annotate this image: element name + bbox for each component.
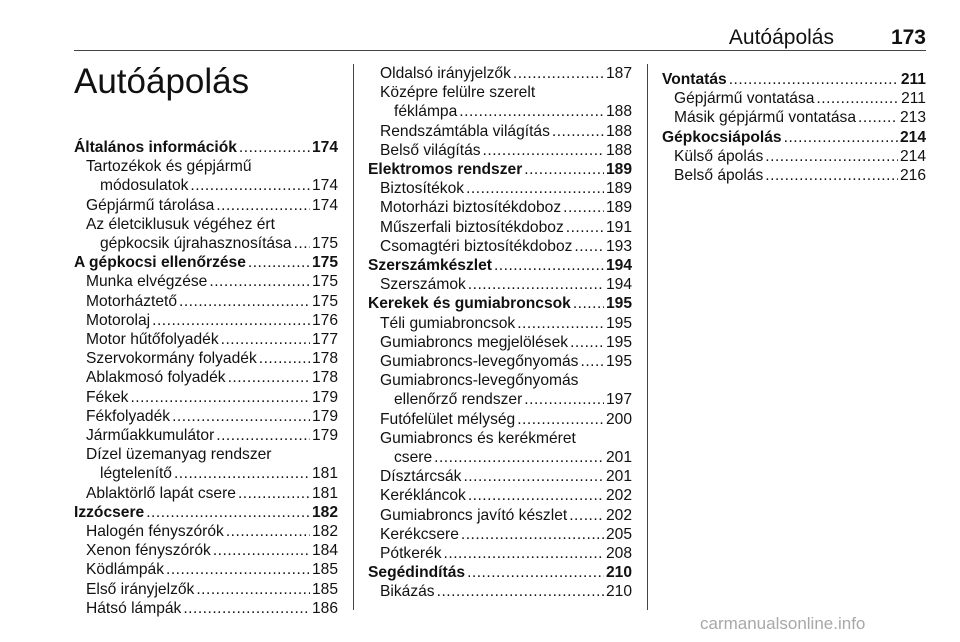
toc-entry-title: Gumiabroncs javító készlet (380, 506, 568, 524)
dot-leader (259, 349, 310, 368)
dot-leader (459, 102, 604, 121)
toc-entry-title: Motorházi biztosítékdoboz (380, 199, 562, 217)
toc-entry (368, 525, 632, 544)
dot-leader (444, 544, 604, 563)
toc-entry-page: 188 (605, 141, 632, 159)
toc-section-entry (74, 253, 338, 272)
column-divider (353, 64, 354, 610)
dot-leader (213, 541, 310, 560)
toc-entry-title: Csomagtéri biztosítékdoboz (380, 237, 573, 255)
toc-entry-title: Másik gépjármű vontatása (674, 109, 857, 127)
toc-entry-page: 186 (311, 599, 338, 617)
toc-entry-title: Biztosítékok (380, 180, 465, 198)
toc-entry-page: 201 (605, 468, 632, 486)
toc-entry (74, 464, 338, 483)
toc-section-entry (662, 70, 926, 89)
dot-leader (216, 196, 310, 215)
toc-entry-page: 197 (605, 391, 632, 409)
toc-entry-title: Az életciklusuk végéhez ért (86, 215, 275, 233)
toc-entry (662, 108, 926, 127)
toc-column-1 (74, 138, 338, 618)
toc-entry-title: Gumiabroncs és kerékméret (380, 429, 576, 447)
toc-entry-page: 176 (311, 311, 338, 329)
dot-leader (563, 198, 604, 217)
toc-entry-title: Tartozékok és gépjármű (86, 158, 252, 176)
toc-entry (368, 102, 632, 121)
toc-entry (74, 560, 338, 579)
toc-entry-page: 195 (605, 295, 632, 313)
toc-entry (368, 582, 632, 601)
toc-entry-title: Fékek (86, 388, 129, 406)
toc-entry-page: 194 (605, 276, 632, 294)
dot-leader (858, 108, 898, 127)
page-title: Autóápolás (74, 62, 250, 101)
toc-entry (368, 64, 632, 83)
dot-leader (221, 330, 310, 349)
toc-entry-title: Motorolaj (86, 311, 151, 329)
dot-leader (517, 314, 604, 333)
toc-entry (662, 166, 926, 185)
dot-leader (816, 89, 899, 108)
toc-entry (368, 467, 632, 486)
toc-entry-title: Szervokormány folyadék (86, 350, 257, 368)
toc-entry-page: 175 (311, 292, 338, 310)
toc-entry-title: légtelenítő (100, 465, 172, 483)
dot-leader (248, 253, 310, 272)
toc-entry-page: 175 (311, 273, 338, 291)
toc-entry (74, 311, 338, 330)
toc-entry-title: Ablaktörlő lapát csere (86, 484, 236, 502)
toc-entry (74, 445, 338, 464)
column-divider (647, 64, 648, 610)
toc-entry-page: 181 (311, 465, 338, 483)
toc-entry-page: 210 (605, 583, 632, 601)
dot-leader (172, 407, 310, 426)
toc-entry-page: 200 (605, 410, 632, 428)
toc-entry-page: 191 (605, 218, 632, 236)
toc-entry (368, 83, 632, 102)
toc-entry (368, 390, 632, 409)
dot-leader (580, 352, 603, 371)
dot-leader (517, 410, 604, 429)
toc-entry-page: 179 (311, 388, 338, 406)
toc-entry-title: Szerszámkészlet (368, 257, 492, 275)
toc-entry (368, 122, 632, 141)
toc-entry-title: Szerszámok (380, 276, 466, 294)
dot-leader (483, 141, 604, 160)
toc-entry-page: 208 (605, 545, 632, 563)
toc-entry-page: 194 (605, 257, 632, 275)
toc-entry (368, 333, 632, 352)
toc-entry (368, 410, 632, 429)
toc-entry-page: 175 (311, 254, 338, 272)
toc-entry (74, 272, 338, 291)
toc-entry-title: Elektromos rendszer (368, 161, 523, 179)
toc-entry-page: 174 (311, 139, 338, 156)
toc-entry (74, 330, 338, 349)
toc-entry-page: 205 (605, 525, 632, 543)
toc-entry-title: Motor hűtőfolyadék (86, 331, 219, 349)
toc-section-entry (368, 563, 632, 582)
toc-entry-title: módosulatok (100, 177, 189, 195)
dot-leader (166, 560, 310, 579)
toc-entry (74, 215, 338, 234)
toc-entry-title: Fékfolyadék (86, 407, 171, 425)
dot-leader (216, 426, 310, 445)
toc-entry (74, 157, 338, 176)
dot-leader (196, 580, 310, 599)
toc-entry-title: Bikázás (380, 583, 435, 601)
toc-entry (368, 352, 632, 371)
dot-leader (239, 138, 310, 157)
toc-entry-page: 182 (311, 523, 338, 541)
toc-entry-title: Munka elvégzése (86, 273, 208, 291)
dot-leader (461, 525, 604, 544)
toc-entry-title: Járműakkumulátor (86, 427, 215, 445)
toc-section-entry (368, 294, 632, 313)
toc-entry-title: Gumiabroncs-levegőnyomás (380, 372, 579, 390)
toc-column-3 (662, 70, 926, 185)
dot-leader (179, 292, 310, 311)
toc-entry-page: 210 (605, 564, 632, 582)
dot-leader (574, 237, 604, 256)
dot-leader (190, 176, 310, 195)
dot-leader (784, 128, 898, 147)
toc-entry (368, 371, 632, 390)
toc-section-entry (74, 503, 338, 522)
toc-entry-page: 189 (605, 161, 632, 179)
toc-entry-page: 178 (311, 369, 338, 387)
toc-entry-title: Belső ápolás (674, 167, 764, 185)
toc-entry-page: 181 (311, 484, 338, 502)
toc-entry-page: 193 (605, 237, 632, 255)
toc-entry-page: 195 (605, 333, 632, 351)
dot-leader (174, 464, 310, 483)
toc-entry (368, 486, 632, 505)
toc-entry (74, 292, 338, 311)
toc-entry-page: 175 (311, 235, 338, 253)
toc-entry-title: Hátsó lámpák (86, 599, 182, 617)
dot-leader (765, 166, 898, 185)
toc-entry-page: 177 (311, 331, 338, 349)
page-header (74, 26, 926, 50)
dot-leader (463, 467, 604, 486)
toc-entry-title: Első irányjelzők (86, 580, 195, 598)
dot-leader (209, 272, 310, 291)
dot-leader (513, 64, 604, 83)
toc-entry-page: 211 (900, 71, 926, 88)
toc-entry (74, 196, 338, 215)
header-rule (74, 50, 926, 51)
toc-entry (368, 237, 632, 256)
toc-section-entry (662, 128, 926, 147)
toc-entry-page: 195 (605, 353, 632, 371)
toc-entry (368, 218, 632, 237)
dot-leader (434, 448, 604, 467)
toc-entry-title: Dísztárcsák (380, 468, 462, 486)
toc-entry (662, 89, 926, 108)
toc-entry-page: 182 (311, 503, 338, 521)
dot-leader (152, 311, 310, 330)
toc-entry-title: Gumiabroncs-levegőnyomás (380, 353, 579, 371)
toc-entry (74, 580, 338, 599)
toc-entry-title: Gépjármű vontatása (674, 90, 815, 108)
toc-entry-title: Dízel üzemanyag rendszer (86, 446, 272, 464)
toc-entry-title: Motorháztető (86, 292, 178, 310)
toc-entry-title: Pótkerék (380, 545, 442, 563)
toc-entry-page: 189 (605, 180, 632, 198)
toc-entry-title: ellenőrző rendszer (394, 391, 523, 409)
toc-column-2 (368, 64, 632, 602)
toc-entry-title: Műszerfali biztosítékdoboz (380, 218, 564, 236)
toc-entry-page: 195 (605, 314, 632, 332)
toc-entry (74, 349, 338, 368)
toc-entry-title: Oldalsó irányjelzők (380, 65, 511, 82)
toc-section-entry (74, 138, 338, 157)
toc-entry (368, 141, 632, 160)
page-number: 173 (890, 26, 926, 49)
toc-entry-title: Vontatás (662, 71, 727, 88)
toc-entry-title: féklámpa (394, 103, 458, 121)
toc-entry-title: Futófelület mélység (380, 410, 516, 428)
toc-entry-page: 178 (311, 350, 338, 368)
toc-entry (74, 407, 338, 426)
toc-entry (74, 368, 338, 387)
toc-entry-title: Izzócsere (74, 503, 145, 521)
toc-entry-page: 179 (311, 427, 338, 445)
toc-entry-page: 202 (605, 487, 632, 505)
toc-entry-title: Gépjármű tárolása (86, 196, 215, 214)
dot-leader (524, 160, 604, 179)
toc-entry (74, 176, 338, 195)
dot-leader (294, 234, 310, 253)
toc-entry (74, 426, 338, 445)
toc-entry-page: 189 (605, 199, 632, 217)
toc-entry-title: Belső világítás (380, 141, 481, 159)
toc-entry-title: Kerékláncok (380, 487, 466, 505)
dot-leader (494, 256, 604, 275)
toc-entry-page: 213 (899, 109, 926, 127)
toc-entry-title: Gépkocsiápolás (662, 128, 782, 146)
dot-leader (226, 522, 310, 541)
toc-entry-title: A gépkocsi ellenőrzése (74, 254, 246, 272)
toc-entry-page: 174 (311, 196, 338, 214)
toc-entry-title: csere (394, 449, 433, 467)
dot-leader (566, 218, 604, 237)
toc-entry-title: Általános információk (74, 139, 237, 156)
toc-entry-title: Gumiabroncs megjelölések (380, 333, 569, 351)
toc-entry (368, 198, 632, 217)
toc-entry-page: 184 (311, 542, 338, 560)
toc-entry-page: 214 (899, 147, 926, 165)
toc-entry-title: gépkocsik újrahasznosítása (100, 235, 292, 253)
toc-entry-title: Kerékcsere (380, 525, 459, 543)
toc-entry (368, 448, 632, 467)
toc-entry-page: 174 (311, 177, 338, 195)
dot-leader (238, 484, 310, 503)
dot-leader (146, 503, 310, 522)
toc-entry-title: Ablakmosó folyadék (86, 369, 226, 387)
toc-entry (368, 429, 632, 448)
toc-entry (368, 275, 632, 294)
toc-entry-page: 188 (605, 122, 632, 140)
toc-entry-page: 202 (605, 506, 632, 524)
dot-leader (524, 390, 604, 409)
dot-leader (228, 368, 310, 387)
toc-entry-page: 188 (605, 103, 632, 121)
toc-entry-title: Halogén fényszórók (86, 523, 224, 541)
toc-entry-title: Xenon fényszórók (86, 542, 211, 560)
toc-entry (368, 179, 632, 198)
toc-entry-page: 187 (605, 65, 632, 82)
toc-entry (74, 599, 338, 618)
toc-entry-page: 185 (311, 561, 338, 579)
dot-leader (467, 563, 604, 582)
dot-leader (765, 147, 898, 166)
toc-entry-title: Téli gumiabroncsok (380, 314, 516, 332)
watermark: carmanualsonline.info (700, 614, 866, 633)
toc-entry-page: 185 (311, 580, 338, 598)
dot-leader (183, 599, 310, 618)
toc-section-entry (368, 256, 632, 275)
toc-entry-title: Kerekek és gumiabroncsok (368, 295, 571, 313)
dot-leader (569, 506, 604, 525)
dot-leader (573, 294, 604, 313)
toc-entry (368, 544, 632, 563)
toc-entry (368, 506, 632, 525)
toc-entry (74, 234, 338, 253)
dot-leader (729, 70, 899, 89)
toc-entry (74, 522, 338, 541)
dot-leader (552, 122, 604, 141)
dot-leader (437, 582, 604, 601)
toc-entry-title: Külső ápolás (674, 147, 764, 165)
toc-section-entry (368, 160, 632, 179)
toc-entry-title: Középre felülre szerelt (380, 84, 536, 102)
toc-entry-page: 179 (311, 407, 338, 425)
dot-leader (130, 388, 310, 407)
toc-entry-title: Ködlámpák (86, 561, 165, 579)
toc-entry-page: 216 (899, 167, 926, 185)
toc-entry-page: 201 (605, 449, 632, 467)
toc-entry-page: 211 (901, 90, 926, 108)
toc-entry (74, 541, 338, 560)
toc-entry (74, 484, 338, 503)
toc-entry (368, 314, 632, 333)
dot-leader (468, 486, 604, 505)
dot-leader (466, 179, 604, 198)
toc-entry-title: Segédindítás (368, 564, 466, 582)
toc-entry (74, 388, 338, 407)
running-title: Autóápolás (728, 26, 834, 49)
toc-entry-title: Rendszámtábla világítás (380, 122, 550, 140)
toc-entry-page: 214 (899, 128, 926, 146)
toc-entry (662, 147, 926, 166)
dot-leader (468, 275, 604, 294)
dot-leader (570, 333, 604, 352)
